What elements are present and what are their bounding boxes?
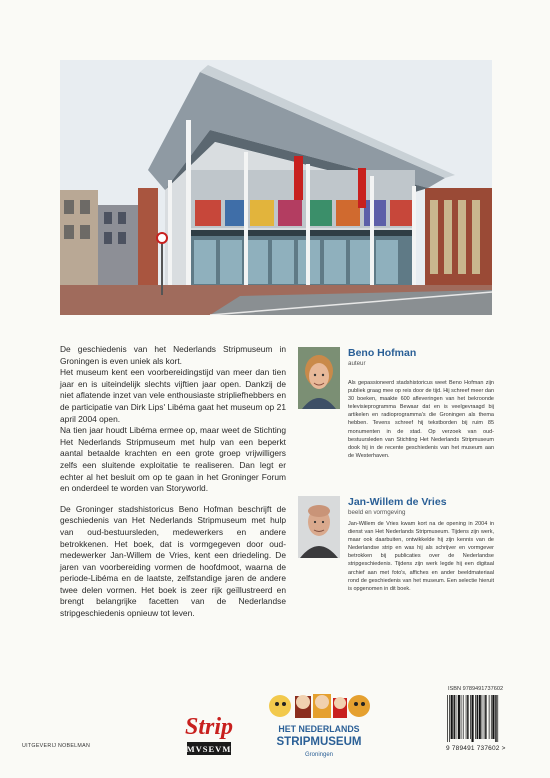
- publisher-name: UITGEVERIJ NOBELMAN: [22, 743, 91, 749]
- description-paragraph-2: De Groninger stadshistoricus Beno Hofman beschrijft de geschiedenis van Het Nederlands Stripmuseum met hulp van oud-bestuursleden, medewerkers en andere betrokkenen. Het boek, dat is vormgegeven door oud-medewerker Jan-Willem de Vries, kent een driedeling. De jaren van voorbereiding vormen de hoofdmoot, waarna de periode-Libéma en de laatste, zelfstandige jaren de andere twee delen vormen. Het boek is zeer rijk geïllustreerd en brengt belangrijke facetten van de Nederlandse stripgeschiedenis opnieuw tot leven.: [60, 503, 286, 619]
- strip-logo-word: Strip: [184, 714, 234, 740]
- author-name: Beno Hofman: [348, 347, 417, 359]
- museum-logo-city: Groningen: [304, 752, 334, 758]
- museum-building-illustration: [60, 60, 492, 315]
- barcode-icon: [446, 695, 526, 742]
- museum-building-photo: [60, 60, 492, 315]
- portrait-jan-willem-de-vries: [298, 496, 340, 558]
- designer-portrait: [298, 496, 340, 558]
- portrait-beno-hofman: [298, 347, 340, 409]
- author-role: auteur: [348, 360, 366, 367]
- stripmuseum-characters-icon: [265, 690, 373, 764]
- barcode-number: 9 789491 737602 >: [446, 745, 506, 752]
- author-portrait: [298, 347, 340, 409]
- book-description: [60, 344, 286, 629]
- strip-museum-logo: [183, 698, 235, 762]
- museum-logo-line2: STRIPMUSEUM: [276, 736, 362, 748]
- author-bio-text: Als gepassioneerd stadshistoricus weet Beno Hofman zijn publiek graag mee op reis door de tijd. Hij schreef meer dan 30 boeken, maakte 600 afleveringen van het bekroonde televisieprogramma Bewaar dat en is veelgevraagd bij artikelen en radioprogramma's die Groningen als thema hebben. Tevens schreef hij tekstborden bij ruim 85 monumenten in de stad. Op verzoek van oud-bestuursleden van Stichting Het Nederlands Stripmuseum dook hij in de recente geschiedenis van het museum aan de Westerhaven.: [348, 380, 494, 459]
- strip-logo-icon: [183, 698, 235, 762]
- description-paragraph-1: De geschiedenis van het Nederlands Stripmuseum in Groningen is even uniek als kort. Het museum kent een voorbereidingstijd van meer dan tien jaar en is uiteindelijk slechts vijftien jaar open. Dankzij de niet aflatende inzet van vele enthousiaste stripliefhebbers en de participatie van Dirk Lips' Libéma gaat het museum op 21 april 2004 open. Na tien jaar houdt Libéma ermee op, maar weet de Stichting Het Nederlands Stripmuseum met hulp van een beperkt aantal betaalde krachten en een grote groep vrijwilligers zelfs een sluitende exploitatie te realiseren. Dan legt er echter al het besluit om op te gaan in het Groninger Forum en onderdeel te worden van Storyworld.: [60, 344, 286, 494]
- nederlands-stripmuseum-logo: [265, 690, 373, 764]
- designer-name: Jan-Willem de Vries: [348, 496, 447, 508]
- designer-bio-text: Jan-Willem de Vries kwam kort na de opening in 2004 in dienst van Het Nederlands Stripmuseum. Tijdens zijn werk, maar ook daarbuiten, ontwikkelde hij zijn kennis van de Nederlandse strip en was hij als schrijver en vormgever betrokken bij publicaties over de Nederlandse stripgeschiedenis. Tijdens zijn werk legde hij een digitaal archief aan met foto's, affiches en ander beeldmateriaal rond de geschiedenis van het museum. Een selectie hieruit is opgenomen in dit boek.: [348, 521, 494, 592]
- isbn-label: ISBN 9789491737602: [448, 686, 504, 692]
- strip-logo-sub: MVSEVM: [186, 744, 232, 754]
- barcode: [446, 695, 526, 742]
- designer-role: beeld en vormgeving: [348, 509, 406, 516]
- museum-logo-line1: HET NEDERLANDS: [278, 724, 360, 734]
